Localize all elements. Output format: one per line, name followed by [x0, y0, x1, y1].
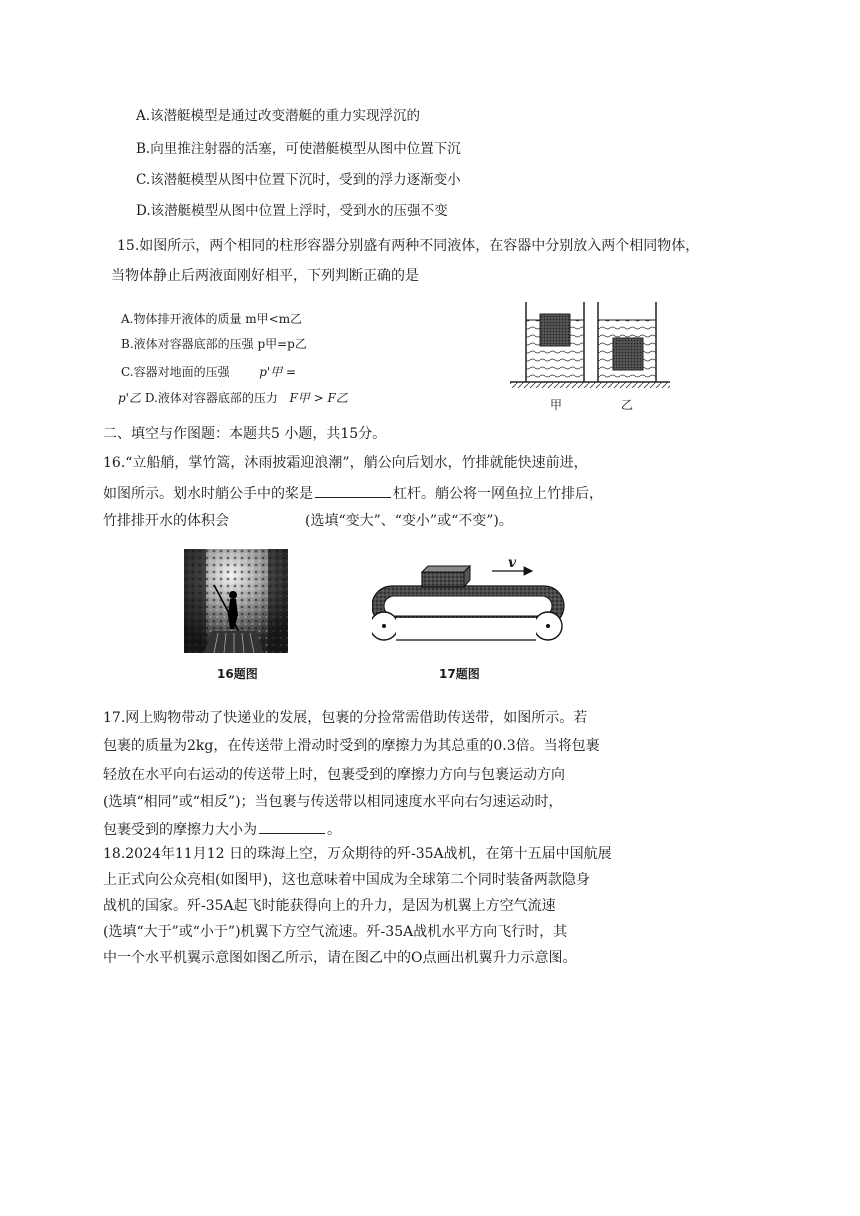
q14-option-a: A.该潜艇模型是通过改变潜艇的重力实现浮沉的: [136, 108, 421, 124]
q17-blank-friction[interactable]: [259, 818, 325, 834]
q17-line4: (选填“相同”或“相反”)；当包裹与传送带以相同速度水平向右匀速运动时，: [103, 794, 563, 810]
q15-option-a: A.物体排开液体的质量 m甲<m乙: [121, 312, 303, 326]
q16-figure-caption: 16题图: [217, 667, 258, 681]
q18-line2: 上正式向公众亮相(如图甲)，这也意味着中国成为全球第二个同时装备两款隐身: [103, 872, 590, 888]
q16-line1: 16.“立船艄，掌竹篙，沐雨披霜迎浪潮”，艄公向后划水，竹排就能快速前进，: [103, 455, 588, 471]
q15-option-d-prefix: p'乙: [118, 391, 141, 405]
q16-line2-b: 杠杆。艄公将一网鱼拉上竹排后，: [393, 486, 603, 502]
q15-option-c-text: C.容器对地面的压强: [121, 365, 230, 379]
q16-line2: [103, 482, 603, 504]
q15-option-d-text: D.液体对容器底部的压力: [144, 391, 278, 405]
q17-velocity-label: v: [508, 555, 517, 571]
q15-option-c: [121, 362, 296, 382]
q14-option-b: B.向里推注射器的活塞，可使潜艇模型从图中位置下沉: [136, 141, 461, 157]
q16-line3: [103, 511, 513, 531]
q18-line3: 战机的国家。歼-35A起飞时能获得向上的升力，是因为机翼上方空气流速: [103, 898, 556, 914]
q17-line5-a: 包裹受到的摩擦力大小为: [103, 822, 257, 838]
q15-fig-label-yi: 乙: [621, 398, 634, 412]
section-2-title: 二、填空与作图题：本题共5 小题，共15分。: [103, 426, 387, 442]
q15-option-c-formula: p'甲 =: [259, 365, 297, 379]
q17-line3: 轻放在水平向右运动的传送带上时，包裹受到的摩擦力方向与包裹运动方向: [103, 767, 565, 783]
q17-line5: [103, 818, 341, 840]
q16-line2-a: 如图所示。划水时艄公手中的桨是: [103, 486, 313, 502]
q15-option-d: [118, 388, 348, 408]
q14-option-c: C.该潜艇模型从图中位置下沉时，受到的浮力逐渐变小: [136, 172, 461, 188]
q18-line1: 18.2024年11月12 日的珠海上空，万众期待的歼-35A战机，在第十五届中国航展: [103, 846, 612, 862]
q15-option-b: B.液体对容器底部的压强 p甲=p乙: [121, 337, 307, 351]
q15-containers-figure: [510, 300, 670, 412]
q14-option-d: D.该潜艇模型从图中位置上浮时，受到水的压强不变: [136, 203, 448, 219]
q17-figure-caption: 17题图: [439, 667, 480, 681]
q17-line1: 17.网上购物带动了快递业的发展，包裹的分捡常需借助传送带，如图所示。若: [103, 710, 588, 726]
q16-line3-b: (选填“变大”、“变小”或“不变”)。: [305, 513, 513, 529]
q16-blank-1[interactable]: [315, 482, 391, 498]
q16-line3-a: 竹排排开水的体积会: [103, 513, 229, 529]
q18-line4: (选填“大于”或“小于”)机翼下方空气流速。歼-35A战机水平方向飞行时，其: [103, 924, 568, 940]
q15-option-d-formula: F甲 > F乙: [289, 391, 348, 405]
q16-rafting-photo: [184, 549, 288, 653]
q18-line5: 中一个水平机翼示意图如图乙所示，请在图乙中的O点画出机翼升力示意图。: [103, 950, 577, 966]
q17-conveyor-figure: [372, 556, 572, 646]
q15-stem-line2: 当物体静止后两液面刚好相平，下列判断正确的是: [111, 268, 419, 284]
q15-stem-line1: 15.如图所示，两个相同的柱形容器分别盛有两种不同液体，在容器中分别放入两个相同物体，: [117, 238, 700, 254]
q17-line5-b: 。: [327, 822, 341, 838]
q17-line2: 包裹的质量为2kg，在传送带上滑动时受到的摩擦力为其总重的0.3倍。当将包裹: [103, 738, 600, 754]
q15-fig-label-jia: 甲: [550, 398, 563, 412]
